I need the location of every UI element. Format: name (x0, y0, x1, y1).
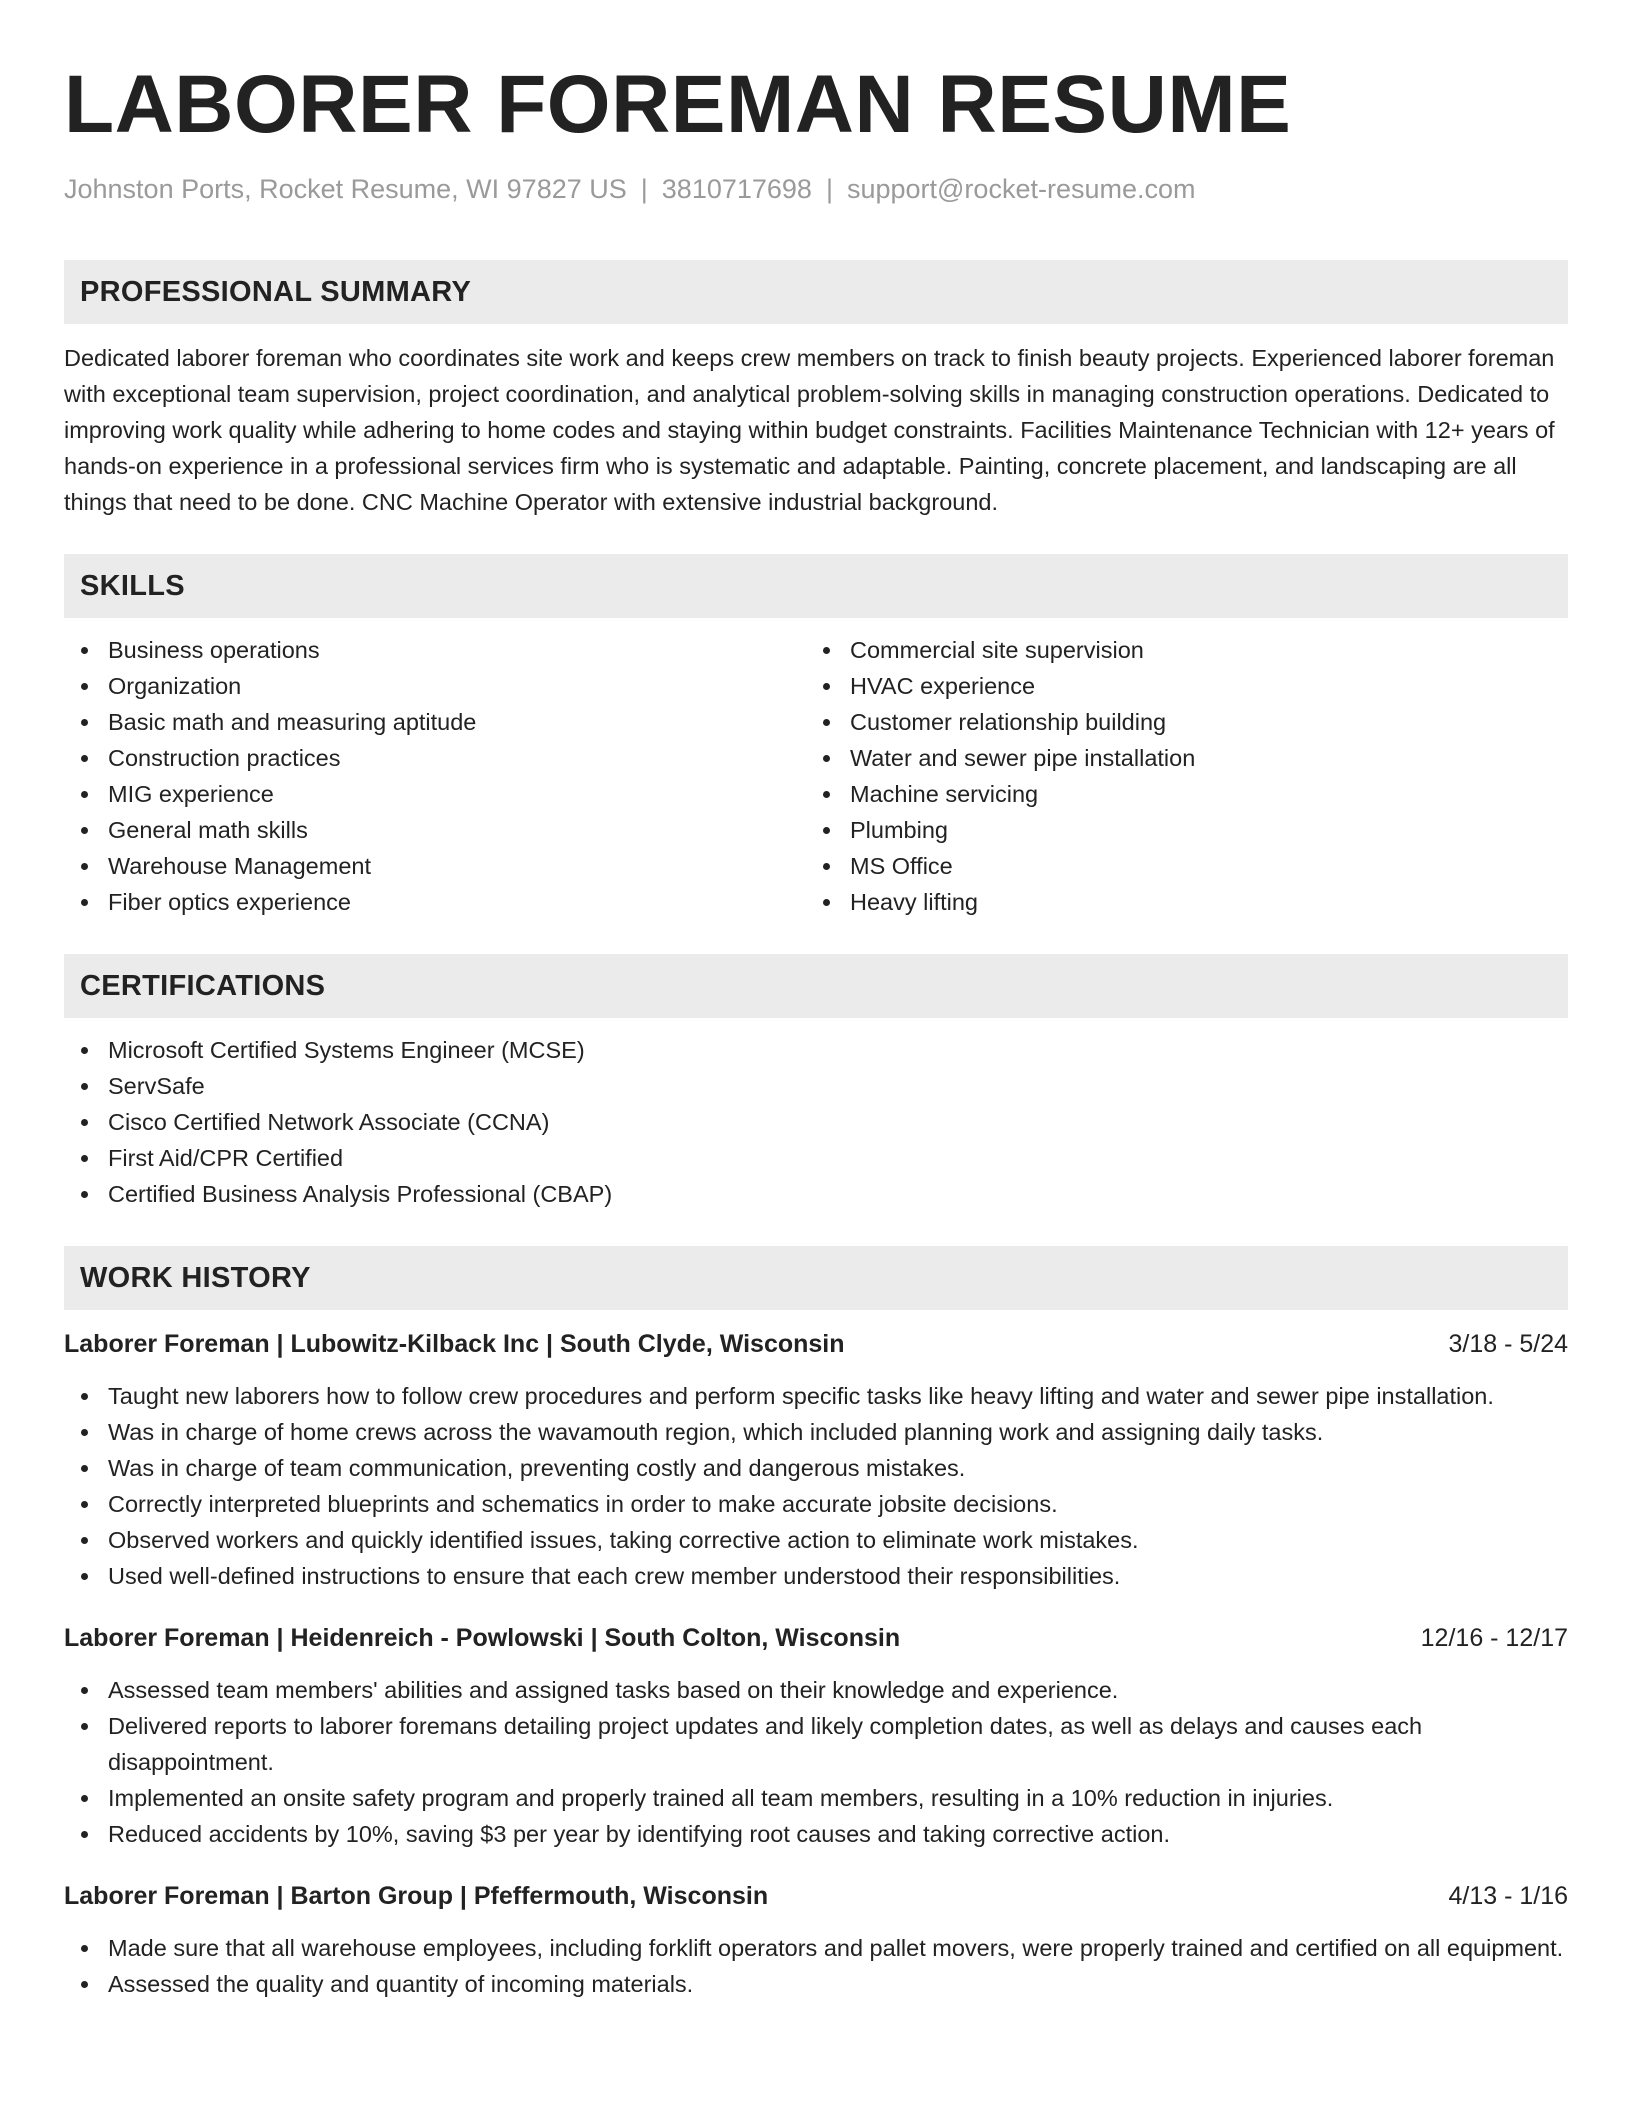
job-bullets (64, 1378, 1568, 1594)
work-history-heading: WORK HISTORY (64, 1246, 1568, 1310)
skill-item: General math skills (64, 812, 806, 848)
job-header (64, 1326, 1568, 1362)
job-dates: 4/13 - 1/16 (1448, 1882, 1568, 1910)
job-title: Laborer Foreman | Heidenreich - Powlowski | South Colton, Wisconsin (64, 1624, 901, 1652)
certification-item: Cisco Certified Network Associate (CCNA) (64, 1104, 1568, 1140)
resume-title: LABORER FOREMAN RESUME (64, 59, 1292, 150)
job-bullet: Made sure that all warehouse employees, including forklift operators and pallet movers, were properly trained and certified on all equipment. (64, 1930, 1568, 1966)
certification-item: ServSafe (64, 1068, 1568, 1104)
contact-phone: 3810717698 (661, 174, 812, 204)
skill-item: Business operations (64, 632, 806, 668)
skill-item: Organization (64, 668, 806, 704)
job-bullet: Correctly interpreted blueprints and schematics in order to make accurate jobsite decisions. (64, 1486, 1568, 1522)
job-title: Laborer Foreman | Lubowitz-Kilback Inc | South Clyde, Wisconsin (64, 1330, 845, 1358)
skills-columns (64, 632, 1568, 920)
resume-page (64, 0, 1568, 2002)
skill-item: HVAC experience (806, 668, 1548, 704)
job-entry (64, 1326, 1568, 1594)
certification-item: Microsoft Certified Systems Engineer (MCSE) (64, 1032, 1568, 1068)
skill-item: Fiber optics experience (64, 884, 806, 920)
job-bullet: Was in charge of home crews across the wavamouth region, which included planning work and assigning daily tasks. (64, 1414, 1568, 1450)
job-bullet: Implemented an onsite safety program and properly trained all team members, resulting in a 10% reduction in injuries. (64, 1780, 1568, 1816)
skill-item: Construction practices (64, 740, 806, 776)
skill-item: MIG experience (64, 776, 806, 812)
certification-item: Certified Business Analysis Professional (CBAP) (64, 1176, 1568, 1212)
contact-line (64, 172, 1568, 206)
job-bullet: Assessed the quality and quantity of incoming materials. (64, 1966, 1568, 2002)
contact-separator: | (825, 174, 833, 204)
job-bullet: Was in charge of team communication, preventing costly and dangerous mistakes. (64, 1450, 1568, 1486)
skill-item: Basic math and measuring aptitude (64, 704, 806, 740)
contact-separator: | (640, 174, 648, 204)
contact-email: support@rocket-resume.com (846, 174, 1196, 204)
job-title: Laborer Foreman | Barton Group | Pfeffermouth, Wisconsin (64, 1882, 769, 1910)
skill-item: MS Office (806, 848, 1548, 884)
skills-list-left (64, 632, 806, 920)
job-bullet: Taught new laborers how to follow crew procedures and perform specific tasks like heavy lifting and water and sewer pipe installation. (64, 1378, 1568, 1414)
job-dates: 3/18 - 5/24 (1448, 1330, 1568, 1358)
skill-item: Plumbing (806, 812, 1548, 848)
job-bullets (64, 1930, 1568, 2002)
contact-address: Johnston Ports, Rocket Resume, WI 97827 US (64, 174, 627, 204)
job-bullets (64, 1672, 1568, 1852)
job-dates: 12/16 - 12/17 (1420, 1624, 1568, 1652)
certifications-list (64, 1032, 1568, 1212)
skill-item: Commercial site supervision (806, 632, 1548, 668)
job-bullet: Used well-defined instructions to ensure that each crew member understood their responsibilities. (64, 1558, 1568, 1594)
skill-item: Customer relationship building (806, 704, 1548, 740)
job-header (64, 1878, 1568, 1914)
skill-item: Warehouse Management (64, 848, 806, 884)
summary-text: Dedicated laborer foreman who coordinates site work and keeps crew members on track to finish beauty projects. Experienced laborer foreman with exceptional team supervision, project coordination, and analytical problem-solving skills in managing construction operations. Dedicated to improving work quality while adhering to home codes and staying within budget constraints. Facilities Maintenance Technician with 12+ years of hands-on experience in a professional services firm who is systematic and adaptable. Painting, concrete placement, and landscaping are all things that need to be done. CNC Machine Operator with extensive industrial background. (64, 345, 1555, 515)
skills-list-right (806, 632, 1548, 920)
job-bullet: Assessed team members' abilities and assigned tasks based on their knowledge and experience. (64, 1672, 1568, 1708)
certifications-heading: CERTIFICATIONS (64, 954, 1568, 1018)
job-entry (64, 1620, 1568, 1852)
job-bullet: Reduced accidents by 10%, saving $3 per year by identifying root causes and taking corrective action. (64, 1816, 1568, 1852)
job-header (64, 1620, 1568, 1656)
job-entry (64, 1878, 1568, 2002)
skill-item: Machine servicing (806, 776, 1548, 812)
summary-heading: PROFESSIONAL SUMMARY (64, 260, 1568, 324)
skill-item: Heavy lifting (806, 884, 1548, 920)
skills-heading: SKILLS (64, 554, 1568, 618)
job-bullet: Observed workers and quickly identified issues, taking corrective action to eliminate work mistakes. (64, 1522, 1568, 1558)
job-bullet: Delivered reports to laborer foremans detailing project updates and likely completion dates, as well as delays and causes each disappointment. (64, 1708, 1568, 1780)
certification-item: First Aid/CPR Certified (64, 1140, 1568, 1176)
skill-item: Water and sewer pipe installation (806, 740, 1548, 776)
